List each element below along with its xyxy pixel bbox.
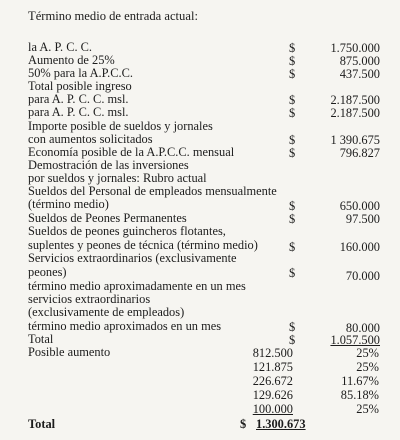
line-dollar: $: [289, 41, 296, 55]
line-label: la A. P. C. C.: [28, 40, 93, 54]
increase-percent: 25%: [356, 360, 379, 374]
line-label: Sueldos del Personal de empleados mensualmente: [28, 184, 277, 198]
line-amount: 1.750.000: [330, 41, 380, 55]
line-label: Sueldos de peones guincheros flotantes,: [28, 224, 226, 238]
line-label: con aumentos solicitados: [28, 132, 153, 146]
line-label: por sueldos y jornales: Rubro actual: [28, 171, 207, 185]
increase-value: 129.626: [252, 388, 293, 402]
line-dollar: $: [289, 240, 296, 254]
line-label: suplentes y peones de técnica (término medio): [28, 238, 258, 252]
line-amount: 796.827: [339, 146, 380, 160]
line-amount: 1 390.675: [330, 133, 380, 147]
line-label: (exclusivamente de empleados): [28, 305, 185, 319]
line-amount: 2.187.500: [330, 106, 380, 120]
line-label: Importe posible de sueldos y jornales: [28, 119, 213, 133]
line-label: término medio aproximadamente en un mes: [28, 279, 246, 293]
line-dollar: $: [289, 199, 296, 213]
line-dollar: $: [289, 146, 296, 160]
line-label: término medio aproximados en un mes: [28, 319, 222, 333]
line-amount: 437.500: [339, 67, 380, 81]
line-label: para A. P. C. C. msl.: [28, 105, 129, 119]
line-label: Sueldos de Peones Permanentes: [28, 211, 187, 225]
grand-total-amount: 1.300.673: [256, 417, 306, 431]
grand-total-label: Total: [28, 417, 56, 431]
line-label: 50% para la A.P.C.C.: [28, 66, 133, 80]
line-label: (término medio): [28, 197, 109, 211]
grand-total-dollar: $: [240, 417, 247, 431]
line-label: Aumento de 25%: [28, 53, 115, 67]
line-amount: 650.000: [339, 199, 380, 213]
increase-percent: 85.18%: [340, 388, 379, 402]
line-label: servicios extraordinarios: [28, 292, 151, 306]
total-amount: 1.057.500: [330, 333, 380, 347]
line-dollar: $: [289, 54, 296, 68]
line-dollar: $: [289, 133, 296, 147]
line-label: Economía posible de la A.P.C.C. mensual: [28, 145, 235, 159]
line-label: peones): [28, 265, 67, 279]
increase-value: 100.000: [252, 402, 293, 416]
increase-value: 226.672: [252, 374, 293, 388]
line-label: Demostración de las inversiones: [28, 158, 189, 172]
line-dollar: $: [289, 266, 296, 280]
line-dollar: $: [289, 93, 296, 107]
line-amount: 70.000: [345, 269, 380, 283]
total-dollar: $: [289, 333, 296, 347]
increase-value: 812.500: [252, 346, 293, 360]
line-dollar: $: [289, 212, 296, 226]
document-heading: Término medio de entrada actual:: [28, 9, 198, 23]
line-amount: 160.000: [339, 240, 380, 254]
increase-value: 121.875: [252, 360, 293, 374]
line-label: Servicios extraordinarios (exclusivamente: [28, 251, 237, 265]
line-dollar: $: [289, 320, 296, 334]
line-label: Total posible ingreso: [28, 79, 132, 93]
line-amount: 97.500: [345, 212, 380, 226]
increase-percent: 25%: [356, 402, 379, 416]
line-amount: 80.000: [345, 321, 380, 335]
increase-percent: 25%: [356, 346, 379, 360]
line-label: para A. P. C. C. msl.: [28, 92, 129, 106]
possible-increase-label: Posible aumento: [28, 345, 111, 359]
line-dollar: $: [289, 106, 296, 120]
line-amount: 2.187.500: [330, 93, 380, 107]
line-dollar: $: [289, 67, 296, 81]
line-amount: 875.000: [339, 54, 380, 68]
total-label: Total: [28, 332, 54, 346]
increase-percent: 11.67%: [341, 374, 379, 388]
